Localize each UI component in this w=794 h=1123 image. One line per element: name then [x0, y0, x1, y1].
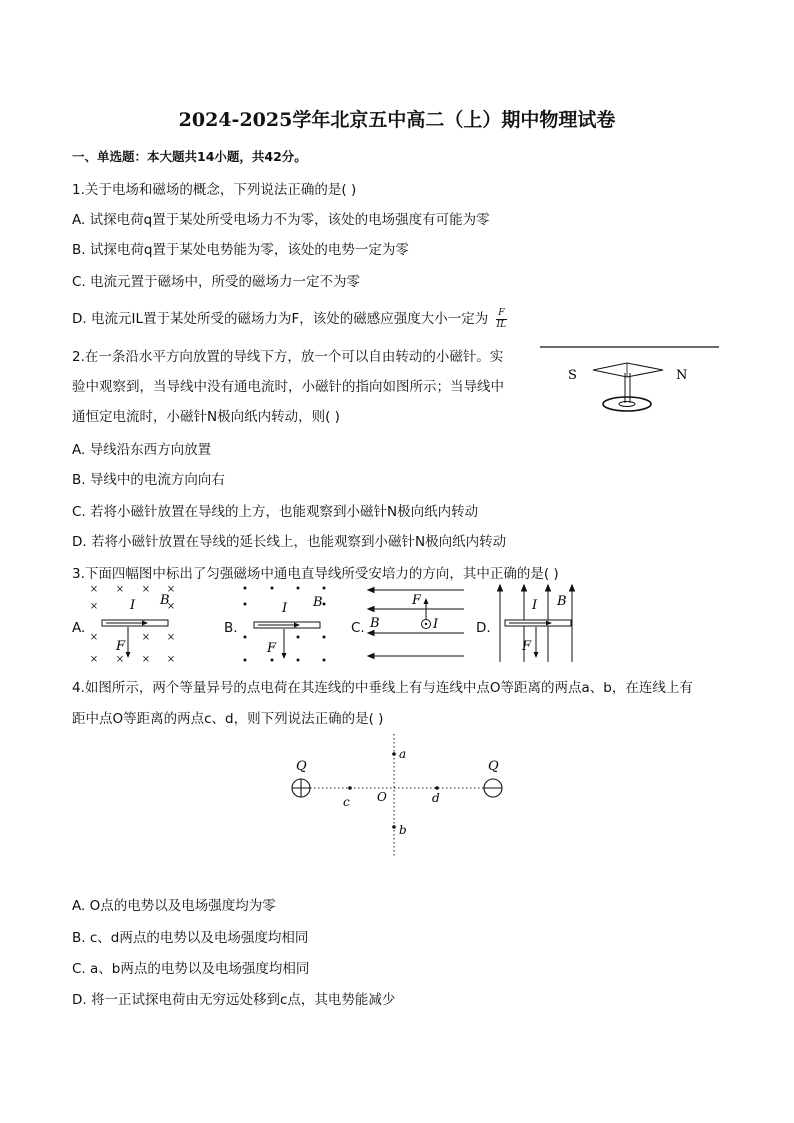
q3-label-b: B. — [224, 620, 238, 636]
force-label: F — [522, 639, 532, 654]
cross-mark: × — [141, 584, 151, 595]
page-title: 2024-2025学年北京五中高二（上）期中物理试卷 — [178, 109, 616, 131]
point-o-label: O — [377, 790, 387, 804]
q1-option-c: C. 电流元置于磁场中，所受的磁场力一定不为零 — [72, 274, 361, 290]
q2-stem-line1: 2.在一条沿水平方向放置的导线下方，放一个可以自由转动的小磁针。实 — [72, 349, 504, 365]
point-d-label: d — [432, 791, 440, 805]
q1-frac-den: IL — [496, 319, 507, 330]
q1-frac-num: F — [496, 308, 508, 320]
q2-option-c: C. 若将小磁针放置在导线的上方，也能观察到小磁针N极向纸内转动 — [72, 504, 479, 520]
q4-option-a: A. O点的电势以及电场强度均为零 — [72, 898, 276, 914]
field-label: B — [313, 595, 323, 610]
current-label: I — [532, 598, 538, 613]
cross-mark: × — [89, 654, 99, 665]
q1-option-a: A. 试探电荷q置于某处所受电场力不为零，该处的电场强度有可能为零 — [72, 212, 490, 228]
cross-mark: × — [89, 584, 99, 595]
cross-mark: × — [166, 632, 176, 643]
charges-figure — [280, 730, 520, 862]
q2-option-d: D. 若将小磁针放置在导线的延长线上，也能观察到小磁针N极向纸内转动 — [72, 534, 507, 550]
q2-stem-line2: 验中观察到，当导线中没有通电流时，小磁针的指向如图所示；当导线中 — [72, 379, 504, 395]
q3-figure-c — [366, 582, 470, 666]
point-b-label: b — [399, 823, 407, 837]
q2-stem-line3: 通恒定电流时，小磁针N极向纸内转动，则( ) — [72, 409, 340, 425]
section-heading: 一、单选题：本大题共14小题，共42分。 — [72, 149, 307, 164]
field-label: B — [370, 616, 380, 631]
point-c-label: c — [343, 795, 350, 809]
current-label: I — [282, 601, 288, 616]
point-a-label: a — [399, 747, 407, 761]
force-label: F — [116, 639, 126, 654]
q1-option-d-text: D. 电流元IL置于某处所受的磁场力为F，该处的磁感应强度大小一定为 — [72, 311, 489, 327]
q1-option-b: B. 试探电荷q置于某处电势能为零，该处的电势一定为零 — [72, 242, 409, 258]
q1-stem: 1.关于电场和磁场的概念，下列说法正确的是( ) — [72, 182, 357, 198]
field-label: B — [557, 594, 567, 609]
q3-stem: 3.下面四幅图中标出了匀强磁场中通电直导线所受安培力的方向，其中正确的是( ) — [72, 566, 559, 582]
force-label: F — [412, 593, 422, 608]
cross-mark: × — [166, 601, 176, 612]
charge-q-right-label: Q — [488, 759, 499, 774]
cross-mark: × — [141, 632, 151, 643]
q2-option-a: A. 导线沿东西方向放置 — [72, 442, 212, 458]
cross-mark: × — [89, 601, 99, 612]
q4-stem-line2: 距中点O等距离的两点c、d，则下列说法正确的是( ) — [72, 711, 384, 727]
compass-n-label: N — [676, 368, 688, 383]
compass-s-label: S — [568, 368, 577, 383]
q2-option-b: B. 导线中的电流方向向右 — [72, 472, 225, 488]
cross-mark: × — [141, 654, 151, 665]
compass-figure — [535, 340, 725, 420]
q4-option-b: B. c、d两点的电势以及电场强度均相同 — [72, 930, 309, 946]
q1-fraction — [496, 308, 508, 331]
q3-figure-d — [492, 582, 588, 666]
q3-label-d: D. — [476, 620, 491, 636]
q1-option-d — [72, 307, 507, 331]
current-label: I — [130, 598, 136, 613]
force-label: F — [267, 641, 277, 656]
q3-label-c: C. — [351, 620, 365, 636]
q3-figure-a — [86, 582, 182, 666]
cross-mark: × — [89, 632, 99, 643]
q4-option-d: D. 将一正试探电荷由无穷远处移到c点，其电势能减少 — [72, 992, 396, 1008]
field-label: B — [160, 593, 170, 608]
cross-mark: × — [115, 584, 125, 595]
charge-q-left-label: Q — [296, 759, 307, 774]
cross-mark: × — [115, 654, 125, 665]
cross-mark: × — [166, 584, 176, 595]
q3-figure-b — [238, 582, 334, 666]
cross-mark: × — [166, 654, 176, 665]
q4-stem-line1: 4.如图所示，两个等量异号的点电荷在其连线的中垂线上有与连线中点O等距离的两点a、b，在连线上有 — [72, 680, 693, 696]
q3-label-a: A. — [72, 620, 86, 636]
current-label: I — [433, 617, 439, 632]
q4-option-c: C. a、b两点的电势以及电场强度均相同 — [72, 961, 310, 977]
